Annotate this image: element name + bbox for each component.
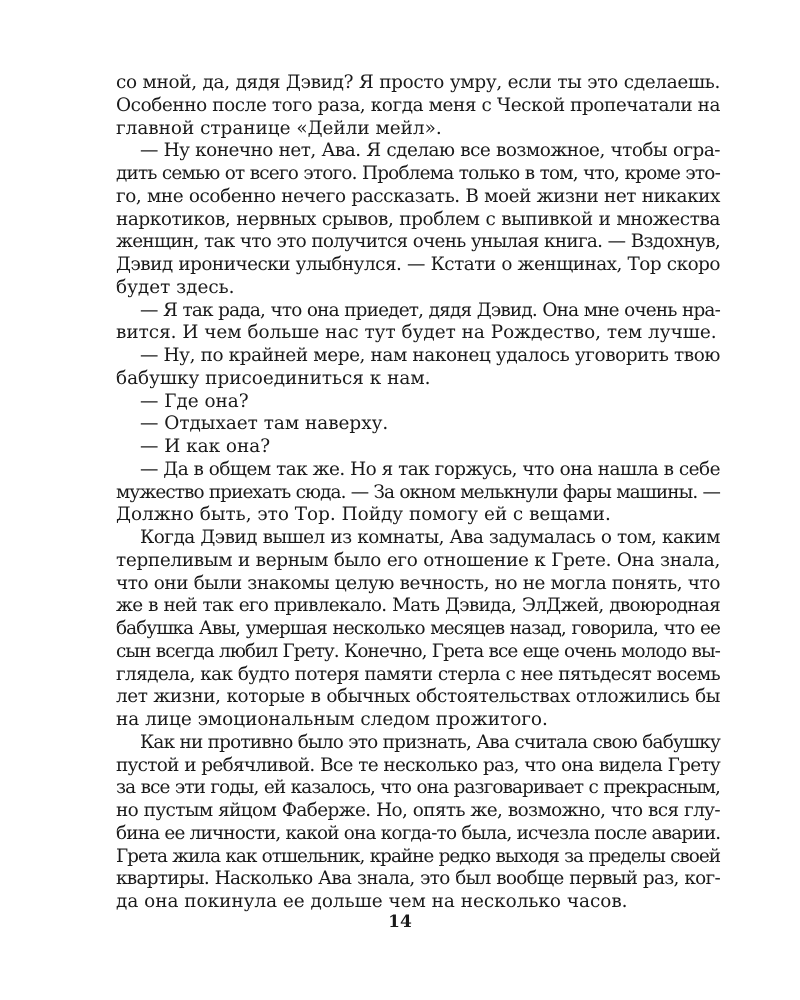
text-line: Должно быть, это Тор. Пойду помогу ей с вещами.: [116, 504, 611, 526]
text-line: — Ну конечно нет, Ава. Я сделаю все возможное, чтобы огра-: [140, 140, 720, 162]
text-line: Грета жила как отшельник, крайне редко выходя за пределы своей: [116, 845, 720, 867]
text-line: — Я так рада, что она приедет, дядя Дэвид. Она мне очень нра-: [140, 299, 720, 321]
body-text: [116, 72, 720, 914]
text-line: да она покинула ее дольше чем на несколько часов.: [116, 891, 628, 912]
text-line: лет жизни, которые в обычных обстоятельствах отложились бы: [116, 686, 720, 708]
text-line: бабушка Авы, умершая несколько месяцев назад, говорила, что ее: [116, 618, 720, 639]
text-line: квартиры. Насколько Ава знала, это был вообще первый раз, ког-: [116, 868, 720, 890]
text-line: пустой и ребячливой. Все те несколько раз, что она видела Грету: [116, 754, 720, 776]
text-line: сын всегда любил Грету. Конечно, Грета все еще очень молодо вы-: [116, 640, 720, 662]
text-line: что они были знакомы целую вечность, но не могла понять, что: [116, 572, 720, 594]
text-line: — Где она?: [140, 390, 249, 412]
text-line: — И как она?: [140, 436, 271, 457]
text-line: вится. И чем больше нас тут будет на Рождество, тем лучше.: [116, 322, 717, 344]
text-line: Особенно после того раза, когда меня с Ческой пропечатали на: [116, 94, 721, 116]
text-line: — Ну, по крайней мере, нам наконец удалось уговорить твою: [140, 345, 720, 366]
text-line: за все эти годы, ей казалось, что она разговаривает с прекрасным,: [116, 777, 720, 799]
text-line: же в ней так его привлекало. Мать Дэвида, ЭлДжей, двоюродная: [116, 595, 720, 617]
page-number: 14: [388, 912, 412, 932]
text-line: — Да в общем так же. Но я так горжусь, что она нашла в себе: [140, 458, 720, 480]
text-line: со мной, да, дядя Дэвид? Я просто умру, если ты это сделаешь.: [116, 72, 720, 93]
text-line: будет здесь.: [116, 276, 235, 298]
text-line: дить семью от всего этого. Проблема только в том, что, кроме это-: [116, 163, 720, 184]
text-line: глядела, как будто потеря памяти стерла с нее пятьдесят восемь: [116, 663, 720, 685]
text-line: на лице эмоциональным следом прожитого.: [116, 709, 548, 730]
text-line: терпеливым и верным было его отношение к Грете. Она знала,: [116, 549, 720, 571]
text-line: женщин, так что это получится очень унылая книга. — Вздохнув,: [116, 231, 720, 253]
text-line: главной странице «Дейли мейл».: [116, 117, 442, 139]
text-line: мужество приехать сюда. — За окном мелькнули фары машины. —: [116, 481, 720, 503]
text-line: Как ни противно было это признать, Ава считала свою бабушку: [140, 731, 720, 753]
text-line: наркотиков, нервных срывов, проблем с выпивкой и множества: [116, 208, 720, 230]
text-line: но пустым яйцом Фаберже. Но, опять же, возможно, что вся глу-: [116, 800, 720, 821]
text-line: бина ее личности, какой она когда-то была, исчезла после аварии.: [116, 822, 721, 844]
text-line: — Отдыхает там наверху.: [140, 413, 389, 435]
text-line: Когда Дэвид вышел из комнаты, Ава задумалась о том, каким: [140, 527, 720, 548]
text-line: бабушку присоединиться к нам.: [116, 367, 431, 389]
text-line: го, мне особенно нечего рассказать. В моей жизни нет никаких: [116, 185, 720, 207]
text-line: Дэвид иронически улыбнулся. — Кстати о женщинах, Тор скоро: [116, 254, 720, 275]
